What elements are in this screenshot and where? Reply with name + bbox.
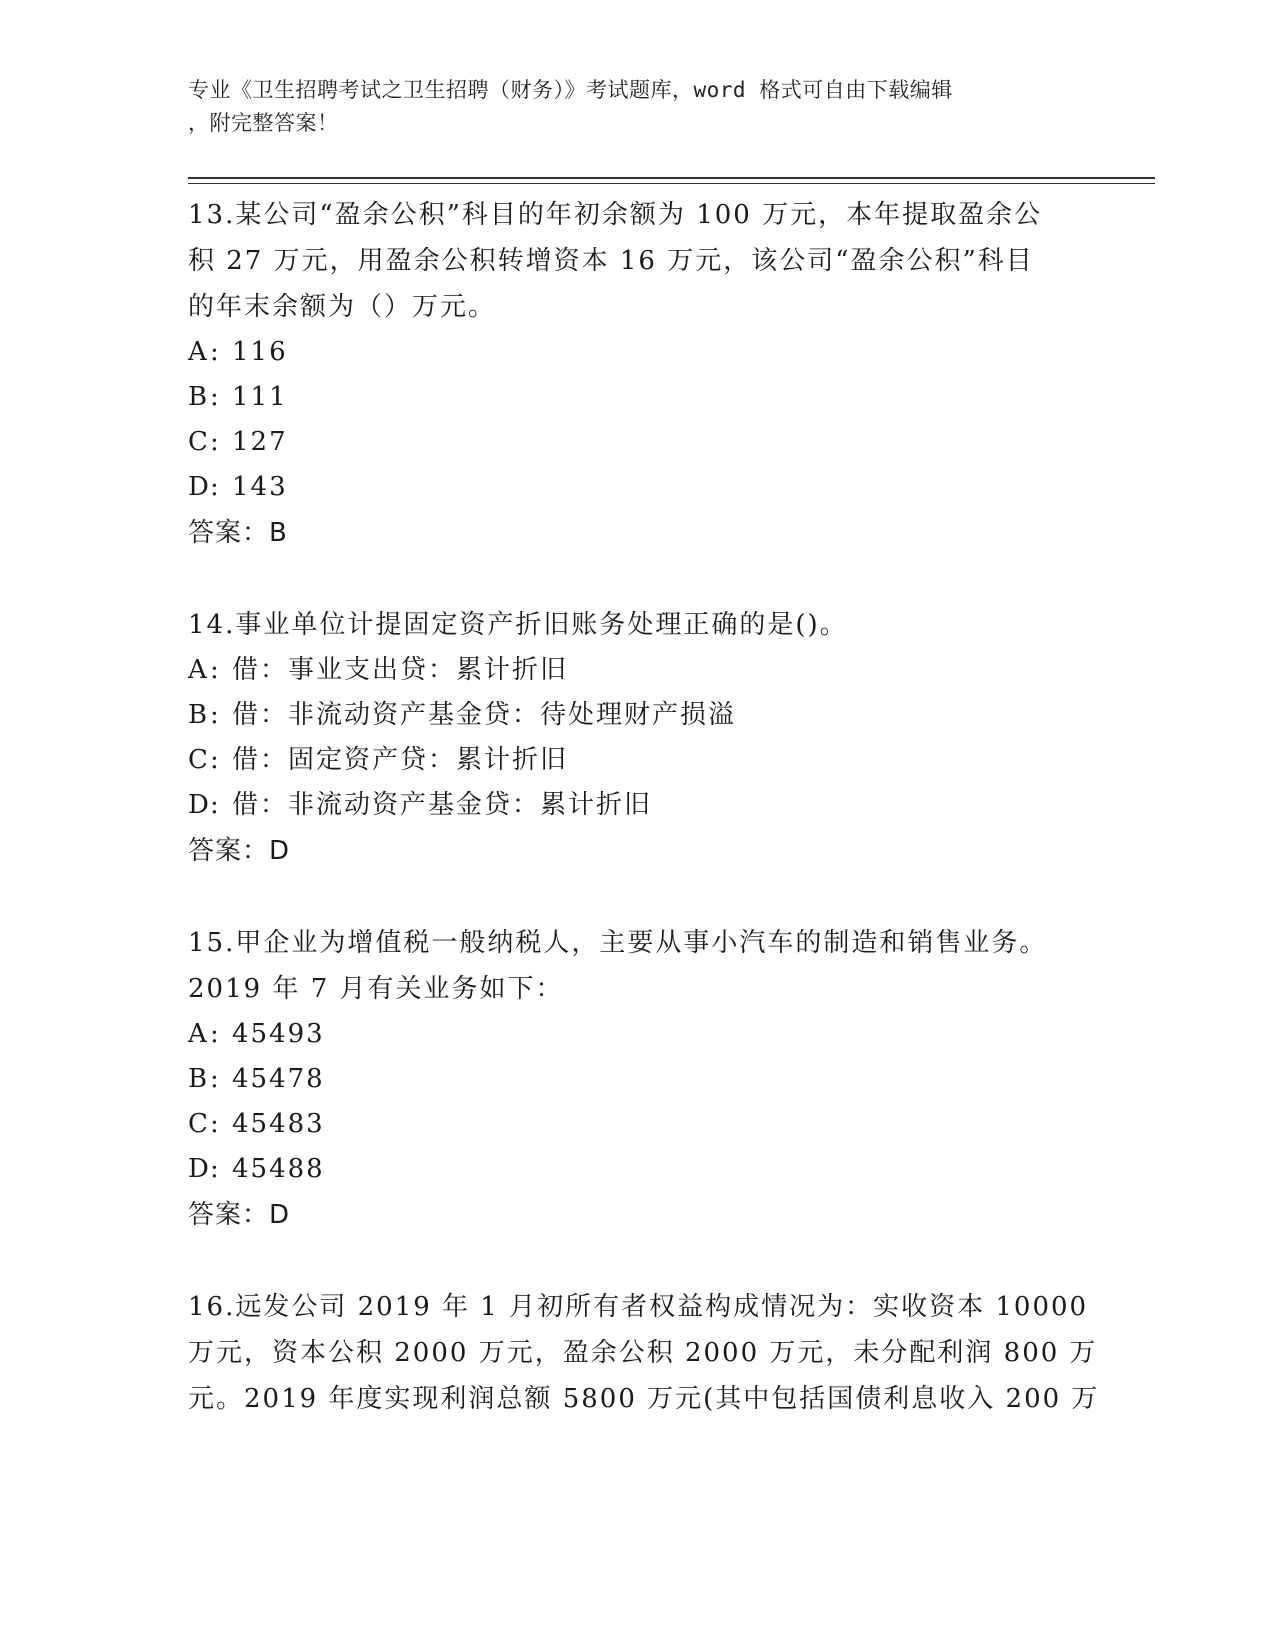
question-text-line: 的年末余额为（）万元。: [188, 292, 497, 322]
option-a: A: 116: [188, 337, 288, 367]
answer-line: 答案：D: [188, 1200, 291, 1230]
question-14: [188, 602, 1088, 874]
question-text-line: 万元，资本公积 2000 万元，盈余公积 2000 万元，未分配利润 800 万: [188, 1338, 1098, 1368]
option-text: 借：非流动资产基金贷：累计折旧: [232, 790, 653, 820]
option-text: 借：非流动资产基金贷：待处理财产损溢: [232, 700, 737, 730]
answer-line: 答案：D: [188, 836, 291, 866]
option-c: C: 127: [188, 427, 288, 457]
answer-line: 答案：B: [188, 518, 288, 548]
option-d: D: 143: [188, 472, 288, 502]
question-text-line: 13.某公司“盈余公积”科目的年初余额为 100 万元，本年提取盈余公: [188, 200, 1043, 230]
question-text-line: 14.事业单位计提固定资产折旧账务处理正确的是()。: [188, 610, 848, 640]
option-text: 127: [232, 427, 288, 457]
option-text: 借：事业支出贷：累计折旧: [232, 655, 569, 685]
question-list: [188, 192, 1100, 1468]
option-b: B: 借：非流动资产基金贷：待处理财产损溢: [188, 700, 737, 730]
option-a: A: 借：事业支出贷：累计折旧: [188, 655, 569, 685]
question-text-line: 元。2019 年度实现利润总额 5800 万元(其中包括国债利息收入 200 万: [188, 1384, 1100, 1414]
question-15: [188, 920, 1088, 1238]
option-d: D: 45488: [188, 1154, 325, 1184]
option-text: 111: [232, 382, 288, 412]
document-header: [188, 74, 1068, 140]
header-line-1: 专业《卫生招聘考试之卫生招聘（财务）》考试题库，word 格式可自由下载编辑: [188, 78, 953, 102]
question-text-line: 2019 年 7 月有关业务如下：: [188, 974, 564, 1004]
question-text-line: 15.甲企业为增值税一般纳税人，主要从事小汽车的制造和销售业务。: [188, 928, 1048, 958]
option-d: D: 借：非流动资产基金贷：累计折旧: [188, 790, 653, 820]
question-16: [188, 1284, 1100, 1422]
option-b: B: 111: [188, 382, 288, 412]
option-text: 45493: [232, 1019, 325, 1049]
question-text-line: 16.远发公司 2019 年 1 月初所有者权益构成情况为：实收资本 10000: [188, 1292, 1089, 1322]
option-b: B: 45478: [188, 1064, 325, 1094]
header-rule-thin: [188, 183, 1155, 184]
option-text: 借：固定资产贷：累计折旧: [232, 745, 569, 775]
option-a: A: 45493: [188, 1019, 325, 1049]
question-13: [188, 192, 1088, 556]
question-text-line: 积 27 万元，用盈余公积转增资本 16 万元，该公司“盈余公积”科目: [188, 246, 1034, 276]
option-text: 116: [232, 337, 288, 367]
option-c: C: 45483: [188, 1109, 325, 1139]
option-text: 45483: [232, 1109, 325, 1139]
header-rule-thick: [188, 177, 1155, 179]
option-text: 143: [232, 472, 288, 502]
option-c: C: 借：固定资产贷：累计折旧: [188, 745, 569, 775]
option-text: 45478: [232, 1064, 325, 1094]
option-text: 45488: [232, 1154, 325, 1184]
header-line-2: ，附完整答案！: [188, 111, 339, 135]
